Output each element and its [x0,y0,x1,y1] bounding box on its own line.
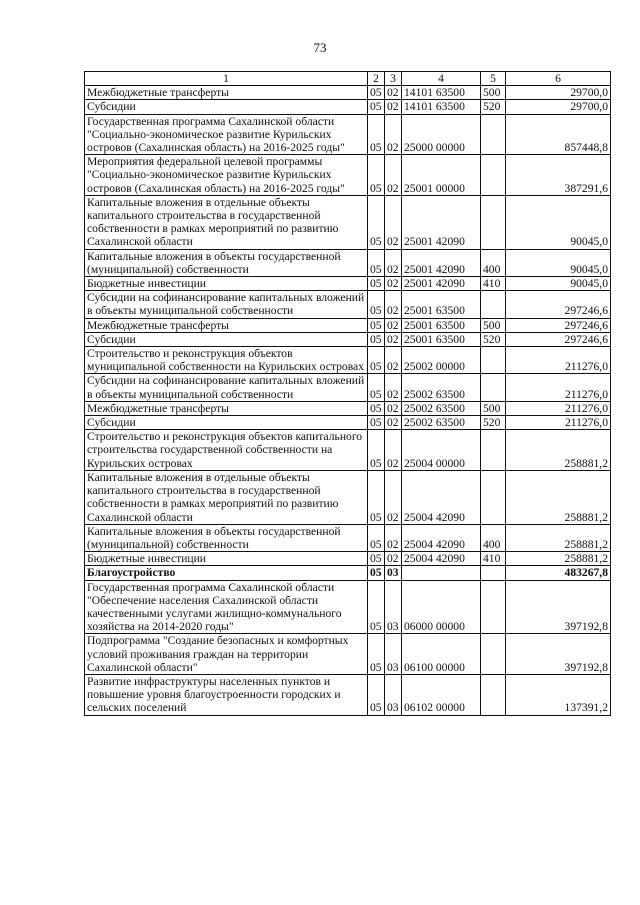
table-row [85,552,611,566]
section-code: 05 [368,195,385,249]
table-row [85,277,611,291]
subsection-code: 02 [385,524,402,551]
expense-type-code: 520 [481,100,506,114]
section-code: 05 [368,332,385,346]
subsection-code: 03 [385,580,402,634]
subsection-code: 03 [385,634,402,675]
item-name: Субсидии на софинансирование капитальных вложений в объекты муниципальной собственности [85,291,368,318]
item-name: Бюджетные инвестиции [85,277,368,291]
table-row [85,634,611,675]
subsection-code: 02 [385,552,402,566]
target-article-code: 25002 00000 [402,347,481,374]
table-row [85,86,611,100]
target-article-code: 25004 42090 [402,524,481,551]
amount: 857448,8 [506,114,611,155]
expense-type-code: 500 [481,401,506,415]
table-row [85,674,611,715]
expense-type-code [481,347,506,374]
header-col-5: 5 [481,72,506,86]
expense-type-code [481,430,506,471]
subsection-code: 02 [385,416,402,430]
amount: 211276,0 [506,416,611,430]
amount: 29700,0 [506,100,611,114]
header-col-6: 6 [506,72,611,86]
amount: 90045,0 [506,195,611,249]
section-code: 05 [368,155,385,196]
item-name: Государственная программа Сахалинской области "Социально-экономическое развитие Курильских островов (Сахалинская область) на 2016-2025 годы" [85,114,368,155]
amount: 397192,8 [506,634,611,675]
budget-table [84,71,611,716]
header-col-3: 3 [385,72,402,86]
expense-type-code [481,195,506,249]
page-number: 73 [313,40,327,55]
target-article-code: 25001 63500 [402,318,481,332]
section-code: 05 [368,674,385,715]
section-code: 05 [368,580,385,634]
item-name: Капитальные вложения в объекты государственной (муниципальной) собственности [85,249,368,276]
item-name: Субсидии [85,332,368,346]
item-name: Благоустройство [85,566,368,580]
target-article-code: 25001 63500 [402,291,481,318]
item-name: Капитальные вложения в объекты государственной (муниципальной) собственности [85,524,368,551]
section-code: 05 [368,249,385,276]
target-article-code: 25002 63500 [402,401,481,415]
subsection-code: 02 [385,470,402,524]
amount: 297246,6 [506,291,611,318]
table-row [85,374,611,401]
target-article-code: 25004 00000 [402,430,481,471]
table-row [85,195,611,249]
subsection-code: 02 [385,374,402,401]
amount: 137391,2 [506,674,611,715]
expense-type-code [481,291,506,318]
section-code: 05 [368,114,385,155]
subsection-code: 03 [385,674,402,715]
section-code: 05 [368,524,385,551]
amount: 258881,2 [506,430,611,471]
expense-type-code [481,374,506,401]
amount: 90045,0 [506,249,611,276]
target-article-code: 06000 00000 [402,580,481,634]
subsection-code: 02 [385,100,402,114]
target-article-code: 25002 63500 [402,416,481,430]
target-article-code [402,566,481,580]
item-name: Капитальные вложения в отдельные объекты капитального строительства в государственной собственности в рамках мероприятий по развитию Сахалинской области [85,470,368,524]
section-code: 05 [368,634,385,675]
subsection-code: 02 [385,347,402,374]
item-name: Подпрограмма "Создание безопасных и комфортных условий проживания граждан на территории Сахалинской области" [85,634,368,675]
item-name: Развитие инфраструктуры населенных пунктов и повышение уровня благоустроенности городских и сельских поселений [85,674,368,715]
section-code: 05 [368,470,385,524]
expense-type-code: 500 [481,86,506,100]
item-name: Межбюджетные трансферты [85,401,368,415]
subsection-code: 02 [385,401,402,415]
amount: 90045,0 [506,277,611,291]
expense-type-code: 400 [481,249,506,276]
target-article-code: 25002 63500 [402,374,481,401]
table-row [85,100,611,114]
target-article-code: 25001 63500 [402,332,481,346]
amount: 387291,6 [506,155,611,196]
subsection-code: 02 [385,195,402,249]
amount: 211276,0 [506,347,611,374]
expense-type-code: 410 [481,277,506,291]
section-code: 05 [368,401,385,415]
section-code: 05 [368,291,385,318]
table-row [85,291,611,318]
section-code: 05 [368,374,385,401]
section-code: 05 [368,552,385,566]
target-article-code: 25001 42090 [402,195,481,249]
table-row [85,401,611,415]
item-name: Межбюджетные трансферты [85,86,368,100]
item-name: Межбюджетные трансферты [85,318,368,332]
target-article-code: 14101 63500 [402,100,481,114]
section-code: 05 [368,277,385,291]
table-row [85,332,611,346]
item-name: Субсидии [85,100,368,114]
item-name: Субсидии на софинансирование капитальных вложений в объекты муниципальной собственности [85,374,368,401]
header-col-2: 2 [368,72,385,86]
table-row [85,416,611,430]
subsection-code: 02 [385,277,402,291]
table-row [85,580,611,634]
section-code: 05 [368,347,385,374]
table-row [85,347,611,374]
item-name: Мероприятия федеральной целевой программы "Социально-экономическое развитие Курильских островов (Сахалинская область) на 2016-2025 годы" [85,155,368,196]
item-name: Субсидии [85,416,368,430]
expense-type-code [481,580,506,634]
amount: 483267,8 [506,566,611,580]
table-body [85,86,611,715]
target-article-code: 25001 42090 [402,277,481,291]
amount: 297246,6 [506,318,611,332]
subsection-code: 02 [385,86,402,100]
subsection-code: 02 [385,249,402,276]
header-row [85,72,611,86]
table-row [85,155,611,196]
table-row [85,430,611,471]
amount: 297246,6 [506,332,611,346]
expense-type-code [481,566,506,580]
expense-type-code [481,634,506,675]
target-article-code: 25004 42090 [402,470,481,524]
subsection-code: 02 [385,430,402,471]
target-article-code: 06100 00000 [402,634,481,675]
target-article-code: 14101 63500 [402,86,481,100]
table-row [85,114,611,155]
table-row [85,566,611,580]
header-col-1: 1 [85,72,368,86]
section-code: 05 [368,86,385,100]
expense-type-code: 410 [481,552,506,566]
subsection-code: 02 [385,114,402,155]
amount: 29700,0 [506,86,611,100]
expense-type-code: 400 [481,524,506,551]
expense-type-code: 520 [481,416,506,430]
item-name: Капитальные вложения в отдельные объекты капитального строительства в государственной собственности в рамках мероприятий по развитию Сахалинской области [85,195,368,249]
item-name: Строительство и реконструкция объектов капитального строительства государственной собственности на Курильских островах [85,430,368,471]
expense-type-code [481,155,506,196]
target-article-code: 25001 42090 [402,249,481,276]
table-row [85,524,611,551]
target-article-code: 06102 00000 [402,674,481,715]
amount: 397192,8 [506,580,611,634]
section-code: 05 [368,430,385,471]
subsection-code: 02 [385,318,402,332]
expense-type-code [481,674,506,715]
target-article-code: 25001 00000 [402,155,481,196]
table-row [85,318,611,332]
expense-type-code: 520 [481,332,506,346]
subsection-code: 02 [385,155,402,196]
target-article-code: 25004 42090 [402,552,481,566]
header-col-4: 4 [402,72,481,86]
expense-type-code [481,114,506,155]
section-code: 05 [368,318,385,332]
target-article-code: 25000 00000 [402,114,481,155]
section-code: 05 [368,416,385,430]
section-code: 05 [368,566,385,580]
amount: 258881,2 [506,470,611,524]
amount: 211276,0 [506,401,611,415]
amount: 258881,2 [506,524,611,551]
expense-type-code [481,470,506,524]
item-name: Бюджетные инвестиции [85,552,368,566]
subsection-code: 03 [385,566,402,580]
item-name: Строительство и реконструкция объектов муниципальной собственности на Курильских островах [85,347,368,374]
table-row [85,470,611,524]
item-name: Государственная программа Сахалинской области "Обеспечение населения Сахалинской области качественными услугами жилищно-коммунального хозяйства на 2014-2020 годы" [85,580,368,634]
section-code: 05 [368,100,385,114]
subsection-code: 02 [385,291,402,318]
amount: 258881,2 [506,552,611,566]
subsection-code: 02 [385,332,402,346]
amount: 211276,0 [506,374,611,401]
expense-type-code: 500 [481,318,506,332]
table-row [85,249,611,276]
